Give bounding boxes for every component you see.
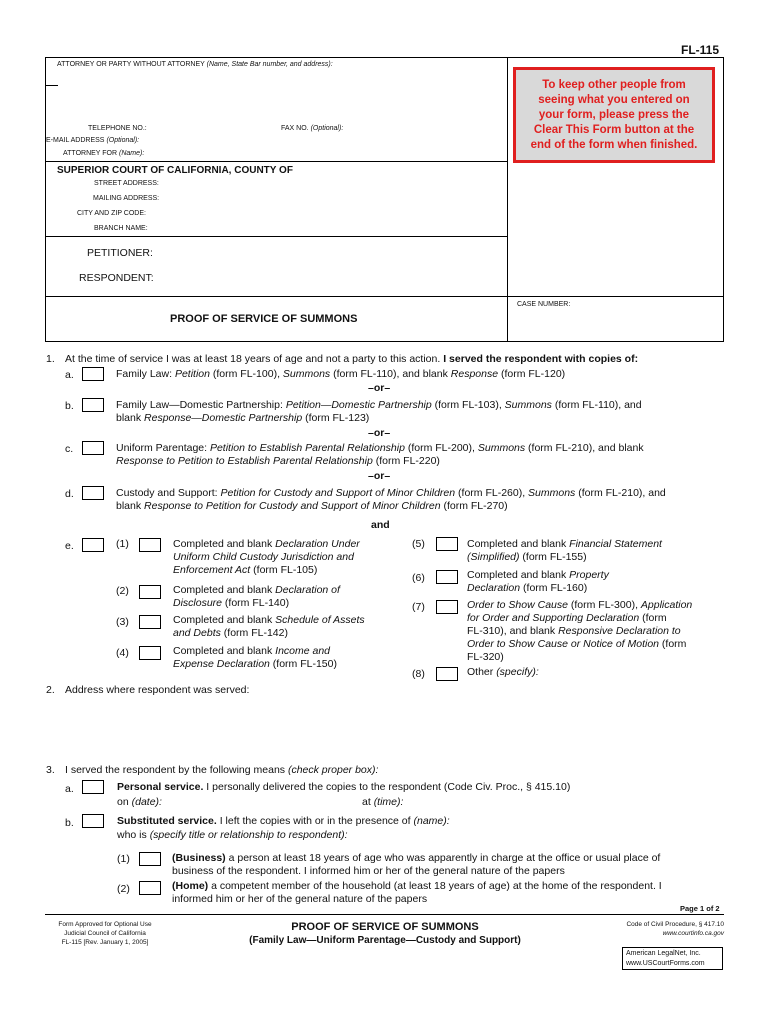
item1e3-text: Completed and blank Schedule of Assets and Debts (form FL-142) [173,614,365,639]
attorney-for-label: ATTORNEY FOR (Name): [63,150,145,157]
and-separator: and [371,519,390,531]
or-separator: –or– [368,382,391,394]
item1d-letter: d. [65,488,74,500]
item1e6-text: Completed and blank Property Declaration (form FL-160) [467,569,609,594]
court-title: SUPERIOR COURT OF CALIFORNIA, COUNTY OF [57,165,293,176]
item1c-text-line2: Response to Petition to Establish Parental Relationship (form FL-220) [116,455,440,467]
item1-lead: At the time of service I was at least 18 years of age and not a party to this action. I served the respondent with copies of: [65,353,639,365]
item1b-checkbox[interactable] [82,398,104,412]
footer-title: PROOF OF SERVICE OF SUMMONS [291,921,479,933]
item3b2-text: (Home) a competent member of the household (at least 18 years of age) at the home of the respondent. I informed him or her of the general nature of the papers [172,880,662,905]
email-label: E-MAIL ADDRESS (Optional): [46,137,140,144]
item3a-letter: a. [65,783,74,795]
item1e1-checkbox[interactable] [139,538,161,552]
item1a-text: Family Law: Petition (form FL-100), Summons (form FL-110), and blank Response (form FL-120) [116,368,566,380]
item3b1-number: (1) [117,853,130,865]
item1c-checkbox[interactable] [82,441,104,455]
respondent-label: RESPONDENT: [79,272,154,284]
item1b-text: Family Law—Domestic Partnership: Petition—Domestic Partnership (form FL-103), Summons (form FL-110), and [116,399,642,411]
item1e4-checkbox[interactable] [139,646,161,660]
item2-text: Address where respondent was served: [65,684,250,696]
or-separator: –or– [368,427,391,439]
item1b-letter: b. [65,400,74,412]
item1e2-checkbox[interactable] [139,585,161,599]
item3a-date-label: on (date): [117,796,162,808]
header-left-border [45,57,46,342]
header-bottom-border [45,341,724,342]
item3b1-text: (Business) a person at least 18 years of age who was apparently in charge at the office or usual place of business of the respondent. I informed him or her of the general nature of the papers [172,852,661,877]
footer-rule [45,914,724,915]
item1c-letter: c. [65,443,74,455]
item1d-text: Custody and Support: Petition for Custody and Support of Minor Children (form FL-260), Summons (form FL-210), and [116,487,666,499]
item1e2-number: (2) [116,585,129,597]
item1e5-checkbox[interactable] [436,537,458,551]
attorney-label: ATTORNEY OR PARTY WITHOUT ATTORNEY (Name, State Bar number, and address): [57,61,333,68]
street-address-label: STREET ADDRESS: [94,180,159,187]
form-number: FL-115 [681,43,720,57]
item3-number: 3. [46,764,55,776]
item1e2-text: Completed and blank Declaration of Disclosure (form FL-140) [173,584,340,609]
item1e7-text: Order to Show Cause (form FL-300), Application for Order and Supporting Declaration (form FL-310), and blank Responsive Declaration to Order to Show Cause or Notice of Motion (form FL-320) [467,599,693,663]
mailing-address-label: MAILING ADDRESS: [93,195,160,202]
item1d-checkbox[interactable] [82,486,104,500]
item3b2-checkbox[interactable] [139,881,161,895]
title-section-border [45,296,724,297]
item1a-checkbox[interactable] [82,367,104,381]
city-zip-label: CITY AND ZIP CODE: [77,210,146,217]
footer-subtitle: (Family Law—Uniform Parentage—Custody and Support) [249,935,521,946]
petitioner-label: PETITIONER: [87,247,153,259]
item1c-text: Uniform Parentage: Petition to Establish Parental Relationship (form FL-200), Summons (form FL-210), and blank [116,442,644,454]
item1e7-number: (7) [412,601,425,613]
item1e4-number: (4) [116,647,129,659]
item1e5-number: (5) [412,538,425,550]
item1e7-checkbox[interactable] [436,600,458,614]
item3a-text: Personal service. I personally delivered the copies to the respondent (Code Civ. Proc., § 415.10) [117,781,571,793]
or-separator: –or– [368,470,391,482]
item3a-checkbox[interactable] [82,780,104,794]
item1e5-text: Completed and blank Financial Statement (Simplified) (form FL-155) [467,538,662,563]
item1e-letter: e. [65,540,74,552]
item1d-text-line2: blank Response to Petition for Custody and Support of Minor Children (form FL-270) [116,500,508,512]
item1e8-text: Other (specify): [467,666,539,678]
item1e3-number: (3) [116,616,129,628]
privacy-warning: To keep other people from seeing what you entered on your form, please press the Clear This Form button at the end of the form when finished. [513,67,715,163]
item1e6-checkbox[interactable] [436,570,458,584]
footer-citation: Code of Civil Procedure, § 417.10 www.courtinfo.ca.gov [626,921,724,937]
item1a-letter: a. [65,369,74,381]
item1e3-checkbox[interactable] [139,615,161,629]
item3b1-checkbox[interactable] [139,852,161,866]
document-title: PROOF OF SERVICE OF SUMMONS [170,313,358,325]
court-section-border [45,161,507,162]
item1e4-text: Completed and blank Income and Expense Declaration (form FL-150) [173,645,337,670]
footer-approval: Form Approved for Optional Use Judicial Council of California FL-115 [Rev. January 1, 2005] [58,921,152,946]
item1e8-number: (8) [412,668,425,680]
item1e6-number: (6) [412,572,425,584]
item3b-letter: b. [65,817,74,829]
header-divider [507,57,508,342]
item3a-time-label: at (time): [362,796,404,808]
parties-section-border [45,236,507,237]
item2-number: 2. [46,684,55,696]
item3b-text: Substituted service. I left the copies with or in the presence of (name): [117,815,450,827]
item3-lead: I served the respondent by the following means (check proper box): [65,764,379,776]
item3b-text-line2: who is (specify title or relationship to respondent): [117,829,348,841]
case-number-label: CASE NUMBER: [517,301,571,308]
header-top-border [45,57,724,58]
page-number: Page 1 of 2 [680,904,720,913]
legalnet-badge[interactable]: American LegalNet, Inc. www.USCourtForms.com [622,947,723,970]
item1b-text-line2: blank Response—Domestic Partnership (form FL-123) [116,412,370,424]
telephone-label: TELEPHONE NO.: [88,125,147,132]
item3b-checkbox[interactable] [82,814,104,828]
item1-number: 1. [46,353,55,365]
header-right-border [723,57,724,342]
fax-label: FAX NO. (Optional): [281,125,344,132]
item1e-checkbox[interactable] [82,538,104,552]
item1e8-checkbox[interactable] [436,667,458,681]
item3b2-number: (2) [117,883,130,895]
item1e1-number: (1) [116,538,129,550]
item1e1-text: Completed and blank Declaration Under Uniform Child Custody Jurisdiction and Enforcement Act (form FL-105) [173,538,360,576]
branch-name-label: BRANCH NAME: [94,225,148,232]
attorney-name-mark [46,85,58,86]
